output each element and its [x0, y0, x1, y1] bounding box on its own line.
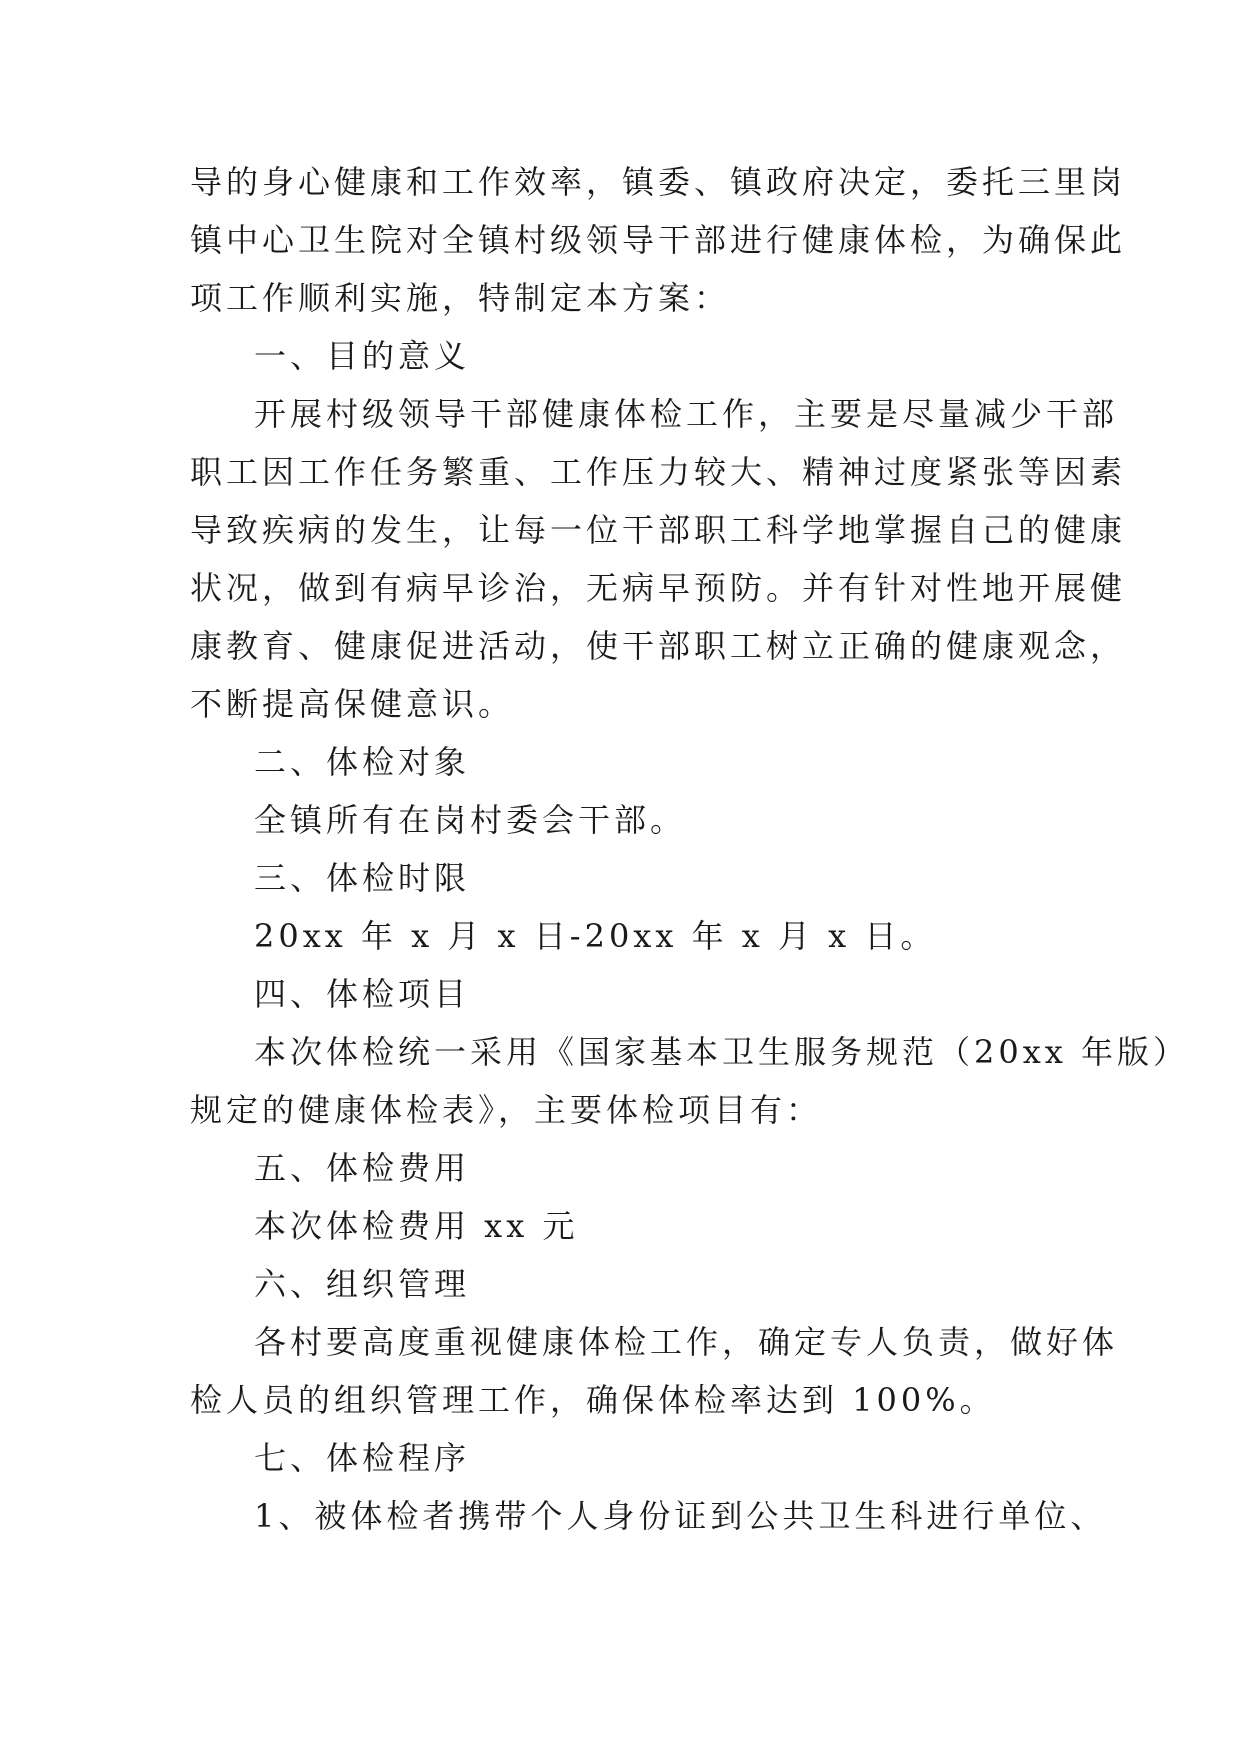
section-heading: 三、体检时限	[254, 859, 471, 897]
section-heading: 二、体检对象	[254, 743, 471, 781]
paragraph-line: 职工因工作任务繁重、工作压力较大、精神过度紧张等因素	[190, 453, 1127, 491]
section-heading: 四、体检项目	[254, 975, 471, 1013]
paragraph-line: 镇中心卫生院对全镇村级领导干部进行健康体检，为确保此	[190, 221, 1127, 259]
section-heading: 六、组织管理	[254, 1265, 471, 1303]
section-heading: 五、体检费用	[254, 1149, 471, 1187]
paragraph-line: 全镇所有在岗村委会干部。	[254, 801, 687, 839]
paragraph-line: 导的身心健康和工作效率，镇委、镇政府决定，委托三里岗	[190, 163, 1127, 201]
section-heading: 一、目的意义	[254, 337, 471, 375]
paragraph-line: 各村要高度重视健康体检工作，确定专人负责，做好体	[254, 1323, 1119, 1361]
paragraph-line: 项工作顺利实施，特制定本方案：	[190, 279, 731, 317]
paragraph-line: 开展村级领导干部健康体检工作，主要是尽量减少干部	[254, 395, 1119, 433]
paragraph-line: 规定的健康体检表》，主要体检项目有：	[190, 1091, 823, 1129]
paragraph-line: 康教育、健康促进活动，使干部职工树立正确的健康观念，	[190, 627, 1127, 665]
paragraph-line: 不断提高保健意识。	[190, 685, 515, 723]
paragraph-line: 20xx 年 x 月 x 日-20xx 年 x 月 x 日。	[254, 917, 937, 955]
paragraph-line: 本次体检费用 xx 元	[254, 1207, 579, 1245]
section-heading: 七、体检程序	[254, 1439, 471, 1477]
paragraph-line: 本次体检统一采用《国家基本卫生服务规范（20xx 年版）	[254, 1033, 1189, 1071]
paragraph-line: 导致疾病的发生，让每一位干部职工科学地掌握自己的健康	[190, 511, 1127, 549]
paragraph-line: 状况，做到有病早诊治，无病早预防。并有针对性地开展健	[190, 569, 1127, 607]
paragraph-line: 检人员的组织管理工作，确保体检率达到 100%。	[190, 1381, 996, 1419]
paragraph-line: 1、被体检者携带个人身份证到公共卫生科进行单位、	[254, 1497, 1107, 1535]
